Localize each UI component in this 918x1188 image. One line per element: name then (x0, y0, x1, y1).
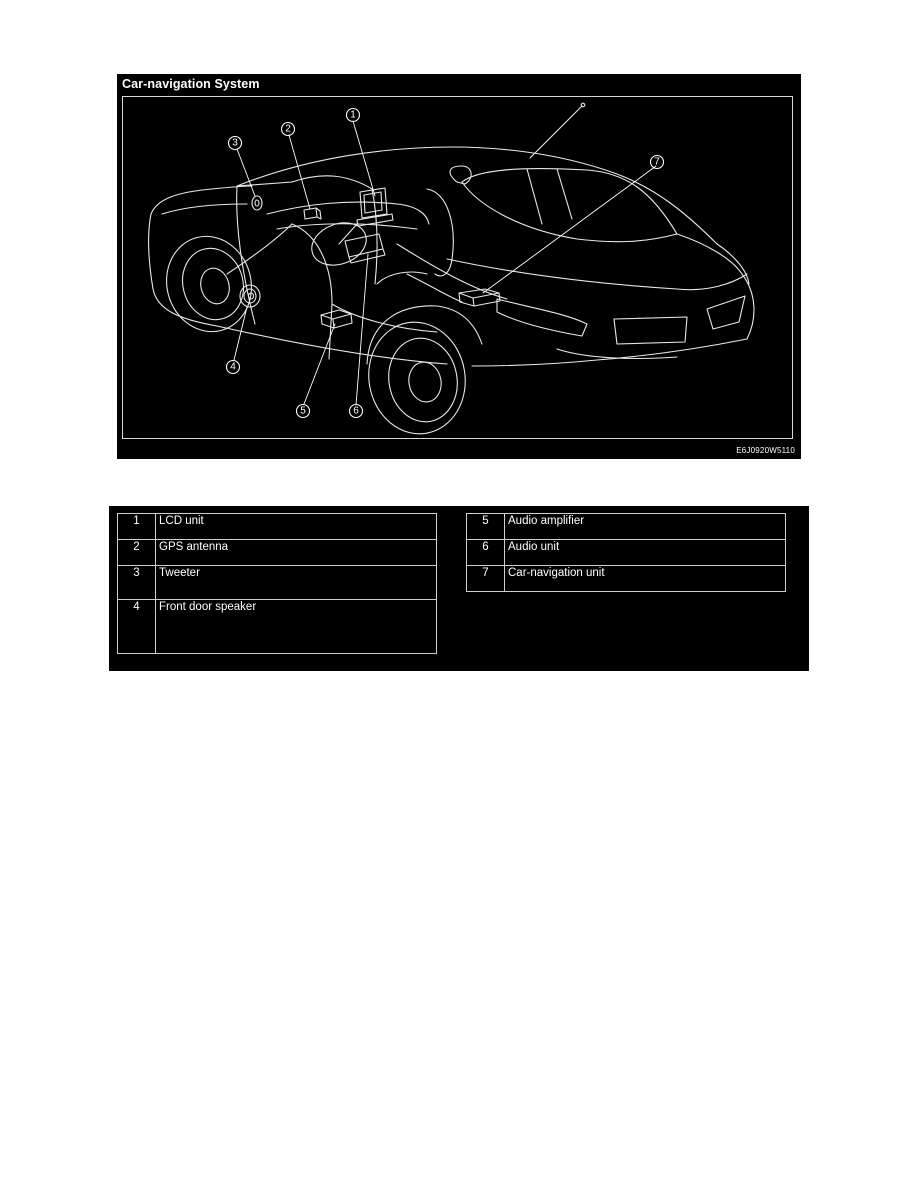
legend-label: Car-navigation unit (505, 566, 786, 592)
legend-row (118, 566, 437, 600)
car-body (149, 103, 754, 366)
callout-3 (229, 137, 242, 150)
callout-1-number: 1 (350, 109, 356, 121)
tweeter-icon (252, 196, 262, 210)
legend-label: Tweeter (156, 566, 437, 600)
legend-row (467, 566, 786, 592)
audio-amplifier-icon (321, 310, 352, 328)
legend-label: GPS antenna (156, 540, 437, 566)
callout-4-number: 4 (230, 361, 236, 373)
callout-7-number: 7 (654, 156, 660, 168)
gps-antenna-icon (304, 208, 321, 219)
legend-table-left (117, 513, 437, 654)
legend-row (467, 514, 786, 540)
car-interior (267, 189, 507, 302)
car-navigation-figure (117, 74, 801, 459)
legend-number: 7 (467, 566, 505, 592)
car-illustration (117, 74, 801, 459)
legend-row (118, 540, 437, 566)
figure-code: E6J0920W5110 (736, 446, 795, 455)
legend-row (118, 514, 437, 540)
components (240, 188, 500, 328)
legend-table-right (466, 513, 786, 592)
car-navigation-unit-icon (459, 289, 500, 306)
callout-5-number: 5 (300, 405, 306, 417)
legend-number: 1 (118, 514, 156, 540)
legend-number: 3 (118, 566, 156, 600)
legend-label: Audio amplifier (505, 514, 786, 540)
legend-label: Front door speaker (156, 600, 437, 654)
legend-row (118, 600, 437, 654)
leader-lines (234, 121, 656, 405)
legend-number: 6 (467, 540, 505, 566)
audio-unit-icon (345, 234, 385, 263)
callout-7 (651, 156, 664, 169)
legend-label: Audio unit (505, 540, 786, 566)
callout-4 (227, 361, 240, 374)
component-legend (109, 506, 809, 671)
callout-2-number: 2 (285, 123, 291, 135)
callout-1 (347, 109, 360, 122)
legend-label: LCD unit (156, 514, 437, 540)
legend-number: 2 (118, 540, 156, 566)
callout-3-number: 3 (232, 137, 238, 149)
callout-6-number: 6 (353, 405, 359, 417)
callout-2 (282, 123, 295, 136)
legend-number: 4 (118, 600, 156, 654)
legend-row (467, 540, 786, 566)
rear-wheel (360, 306, 482, 442)
callout-5 (297, 405, 310, 418)
callout-6 (350, 405, 363, 418)
figure-title: Car-navigation System (122, 77, 260, 91)
legend-number: 5 (467, 514, 505, 540)
